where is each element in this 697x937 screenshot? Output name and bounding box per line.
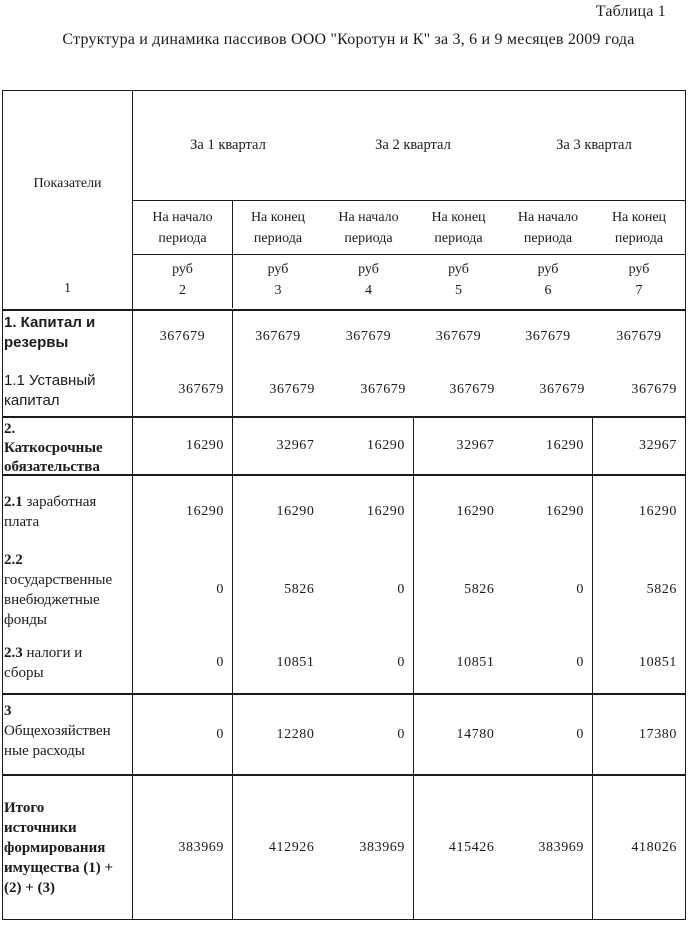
table-caption: Таблица 1 xyxy=(595,3,666,20)
value-cell: 0 xyxy=(216,654,224,670)
row-label xyxy=(4,547,132,632)
label-line: 2. xyxy=(4,421,16,437)
value-cell: 10851 xyxy=(456,654,495,670)
value-cell: 16290 xyxy=(546,503,584,519)
value-cell: 367679 xyxy=(616,329,662,344)
value-cell: 418026 xyxy=(631,839,677,855)
label-line: Общехозяйствен xyxy=(4,723,111,739)
label-line: фонды xyxy=(4,611,47,628)
value-cell: 17380 xyxy=(639,726,677,742)
value-cell: 367679 xyxy=(178,381,224,397)
value-pair-cell xyxy=(414,418,593,474)
value-cell: 412926 xyxy=(268,839,315,855)
label-line: (2) + (3) xyxy=(4,879,56,896)
value-cell: 0 xyxy=(576,581,584,597)
quarter-header: За 3 квартал xyxy=(556,137,632,153)
row-label xyxy=(4,798,132,898)
value-cell: 12280 xyxy=(276,726,315,742)
indicators-header-cell xyxy=(3,91,133,309)
label-line: внебюджетные xyxy=(4,591,100,608)
value-cell: 367679 xyxy=(269,381,315,397)
value-pair-cell xyxy=(414,476,593,693)
value-column xyxy=(133,695,233,774)
quarter-header: За 2 квартал xyxy=(375,137,451,153)
value-cell: 367679 xyxy=(525,329,571,344)
value-cell: 0 xyxy=(576,654,584,670)
unit-cell xyxy=(323,255,414,308)
period-header-cell: На начало периода xyxy=(517,209,579,246)
column-number: 6 xyxy=(544,283,552,298)
row-label-cell xyxy=(3,776,133,919)
passives-table xyxy=(2,90,686,920)
period-headers-row xyxy=(133,201,685,255)
value-pair-cell xyxy=(233,695,414,774)
row-label xyxy=(4,632,132,693)
value-cell: 16290 xyxy=(186,503,224,519)
value-cell: 367679 xyxy=(159,329,206,344)
value-cell: 383969 xyxy=(538,839,584,855)
unit-label: руб xyxy=(448,262,469,277)
value-cell: 367679 xyxy=(435,329,482,344)
label-line: плата xyxy=(4,513,40,530)
period-header-cell: На конец периода xyxy=(431,209,486,246)
period-header-cell: На конец периода xyxy=(250,209,306,246)
row-label xyxy=(4,476,132,547)
value-cell: 32967 xyxy=(639,438,677,453)
label-line: обязательства xyxy=(4,459,100,475)
table-row-obshchekhozyaystvennye xyxy=(3,693,685,774)
value-cell: 367679 xyxy=(631,381,677,397)
value-cell: 16290 xyxy=(546,438,584,453)
indicators-column-number: 1 xyxy=(64,281,71,296)
value-cell: 16290 xyxy=(639,503,677,519)
value-column xyxy=(593,476,685,693)
table-row-capital-block xyxy=(3,311,685,416)
value-cell: 367679 xyxy=(539,381,585,397)
value-cell: 0 xyxy=(397,581,405,597)
table-row-liability-details-block xyxy=(3,474,685,693)
value-cell: 367679 xyxy=(360,381,406,397)
header-right-section xyxy=(133,91,685,309)
value-cell: 5826 xyxy=(646,581,677,597)
value-pair-cell xyxy=(414,776,593,919)
label-line: ные расходы xyxy=(4,743,85,759)
value-column xyxy=(414,476,503,693)
value-cell: 0 xyxy=(397,726,405,742)
unit-cell xyxy=(503,255,593,308)
value-pair-cell xyxy=(414,695,593,774)
value-subrow xyxy=(233,363,685,416)
value-cell: 10851 xyxy=(276,654,315,670)
value-cell: 383969 xyxy=(359,839,405,855)
unit-cell xyxy=(593,255,685,308)
value-cell: 16290 xyxy=(456,503,495,519)
value-cell: 32967 xyxy=(456,438,495,453)
value-cell: 367679 xyxy=(449,381,495,397)
row-label xyxy=(4,363,132,416)
value-cell: 16290 xyxy=(186,438,224,453)
row-label-cell xyxy=(3,311,133,416)
value-column xyxy=(233,476,323,693)
unit-label: руб xyxy=(628,262,650,277)
value-cell: 5826 xyxy=(464,581,495,597)
row-number-prefix: 3 xyxy=(4,703,12,719)
table-row-kratkosrochnye xyxy=(3,416,685,474)
merged-values-region xyxy=(233,311,685,416)
label-line: Итого xyxy=(4,799,45,816)
period-header-cell: На начало периода xyxy=(133,201,233,254)
column-number: 3 xyxy=(274,283,282,298)
label-line: формирования xyxy=(4,839,106,856)
value-cell: 5826 xyxy=(284,581,315,597)
value-column xyxy=(133,476,233,693)
label-line: резервы xyxy=(4,334,69,351)
document-title: Структура и динамика пассивов ООО "Коротун и К" за 3, 6 и 9 месяцев 2009 года xyxy=(62,31,635,48)
label-line: 1.1 Уставный xyxy=(4,372,96,389)
value-cell: 383969 xyxy=(178,839,224,855)
value-cell: 0 xyxy=(397,654,405,670)
quarters-row xyxy=(133,91,685,201)
unit-label: руб xyxy=(358,262,379,277)
label-line: государственные xyxy=(4,571,113,588)
value-column xyxy=(133,311,233,416)
indicators-label: Показатели xyxy=(33,176,102,191)
value-column xyxy=(593,418,685,474)
value-cell: 10851 xyxy=(639,654,677,670)
unit-label: руб xyxy=(267,262,289,277)
value-column xyxy=(323,476,414,693)
label-line: капитал xyxy=(4,392,60,409)
value-cell: 16290 xyxy=(367,503,405,519)
table-row-itogo xyxy=(3,774,685,919)
value-cell: 0 xyxy=(576,726,584,742)
value-column xyxy=(593,776,685,919)
period-headers-merged xyxy=(233,201,685,254)
value-column xyxy=(593,695,685,774)
period-header-cell: На конец периода xyxy=(611,209,667,246)
value-column xyxy=(133,776,233,919)
row-number-prefix: 2.3 xyxy=(4,644,23,661)
period-header-cell: На начало периода xyxy=(338,209,399,246)
value-cell: 367679 xyxy=(255,329,301,344)
value-cell: 16290 xyxy=(367,438,405,453)
row-number-prefix: 2.1 xyxy=(4,493,23,510)
quarter-header: За 1 квартал xyxy=(190,137,266,153)
column-number: 4 xyxy=(365,283,372,298)
unit-cell xyxy=(133,255,233,308)
unit-label: руб xyxy=(537,262,559,277)
value-pair-cell xyxy=(233,476,414,693)
unit-numbers-row xyxy=(133,255,685,308)
value-cell: 14780 xyxy=(456,726,495,742)
row-label-cell xyxy=(3,695,133,774)
value-column xyxy=(503,476,593,693)
label-line: заработная xyxy=(26,493,97,510)
value-cell: 0 xyxy=(216,726,224,742)
row-label xyxy=(4,311,132,363)
value-cell: 32967 xyxy=(276,438,315,453)
column-number: 5 xyxy=(455,283,462,298)
value-subrow xyxy=(233,311,685,363)
row-number-prefix: 2.2 xyxy=(4,551,23,568)
label-line: Каткосрочные xyxy=(4,440,103,456)
value-pair-cell xyxy=(233,776,414,919)
unit-cell xyxy=(233,255,323,308)
value-cell: 0 xyxy=(216,581,224,597)
column-number: 7 xyxy=(635,283,643,298)
unit-label: руб xyxy=(172,262,193,277)
table-header xyxy=(3,91,685,311)
label-line: сборы xyxy=(4,664,44,681)
value-column xyxy=(133,418,233,474)
unit-cell xyxy=(414,255,503,308)
value-pair-cell xyxy=(233,418,414,474)
label-line: источники xyxy=(4,819,77,836)
value-cell: 16290 xyxy=(276,503,315,519)
value-cell: 415426 xyxy=(448,839,495,855)
label-line: 1. Капитал и xyxy=(4,314,96,331)
value-cell: 367679 xyxy=(345,329,392,344)
column-number: 2 xyxy=(179,283,186,298)
row-label-cell xyxy=(3,418,133,474)
label-line: налоги и xyxy=(26,644,83,661)
unit-cells-merged xyxy=(233,255,685,308)
row-label-cell xyxy=(3,476,133,693)
label-line: имущества (1) + xyxy=(4,859,114,876)
